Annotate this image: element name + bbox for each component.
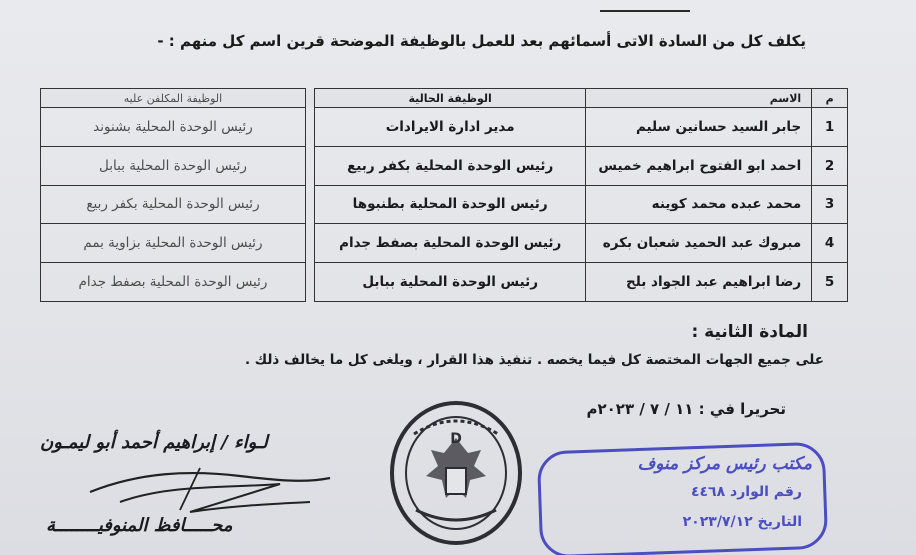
row-num: 1: [812, 108, 848, 147]
header-current-job: الوظيفة الحالية: [315, 89, 586, 108]
table-row: [41, 146, 848, 185]
table-row: [41, 263, 848, 302]
article-two-title: المادة الثانية :: [691, 322, 808, 342]
row-assigned-job: رئيس الوحدة المحلية بزاوية بمم: [41, 224, 306, 263]
row-name: احمد ابو الفتوح ابراهيم خميس: [586, 146, 812, 185]
row-assigned-job: رئيس الوحدة المحلية ببابل: [41, 146, 306, 185]
row-num: 5: [812, 263, 848, 302]
table-row: [41, 185, 848, 224]
row-name: محمد عبده محمد كوينه: [586, 185, 812, 224]
stamp-line-office: مكتب رئيس مركز منوف: [637, 454, 812, 474]
assignments-table: [40, 88, 848, 302]
row-name: مبروك عبد الحميد شعبان بكره: [586, 224, 812, 263]
stamp-line-number: رقم الوارد ٤٤٦٨: [690, 484, 802, 500]
header-name: الاسم: [586, 89, 812, 108]
table-header-row: [41, 89, 848, 108]
table-row: [41, 108, 848, 147]
row-current-job: رئيس الوحدة المحلية ببابل: [315, 263, 586, 302]
signer-name: لـواء / إبراهيم أحمد أبو ليمـون: [40, 432, 268, 453]
governor-position: محـــــافظ المنوفيــــــــة: [46, 515, 233, 536]
row-current-job: رئيس الوحدة المحلية بكفر ربيع: [315, 146, 586, 185]
row-name: رضا ابراهيم عبد الجواد بلح: [586, 263, 812, 302]
row-assigned-job: رئيس الوحدة المحلية بشنوند: [41, 108, 306, 147]
table-row: [41, 224, 848, 263]
header-assigned-job: الوظيفة المكلفن عليه: [41, 89, 306, 108]
article-two-body: على جميع الجهات المختصة كل فيما يخصه . تنفيذ هذا القرار ، ويلغى كل ما يخالف ذلك .: [244, 352, 824, 368]
row-name: جابر السيد حسانين سليم: [586, 108, 812, 147]
row-num: 2: [812, 146, 848, 185]
incoming-stamp: [536, 440, 832, 555]
row-assigned-job: رئيس الوحدة المحلية بصفط جدام: [41, 263, 306, 302]
intro-text: يكلف كل من السادة الاتى أسمائهم بعد للعمل بالوظيفة الموضحة قرين اسم كل منهم : -: [157, 32, 806, 50]
cut-off-heading: [600, 0, 690, 12]
row-current-job: رئيس الوحدة المحلية بطنبوها: [315, 185, 586, 224]
issue-date: تحريرا في : ١١ / ٧ / ٢٠٢٣م: [586, 400, 786, 418]
svg-text:D: D: [450, 431, 462, 447]
official-seal-icon: [386, 398, 526, 548]
row-current-job: رئيس الوحدة المحلية بصفط جدام: [315, 224, 586, 263]
stamp-line-date: التاريخ ٢٠٢٣/٧/١٢: [682, 514, 802, 530]
row-num: 3: [812, 185, 848, 224]
row-assigned-job: رئيس الوحدة المحلية بكفر ربيع: [41, 185, 306, 224]
row-num: 4: [812, 224, 848, 263]
handwritten-signature-icon: [80, 462, 340, 518]
header-num: م: [812, 89, 848, 108]
row-current-job: مدير ادارة الايرادات: [315, 108, 586, 147]
